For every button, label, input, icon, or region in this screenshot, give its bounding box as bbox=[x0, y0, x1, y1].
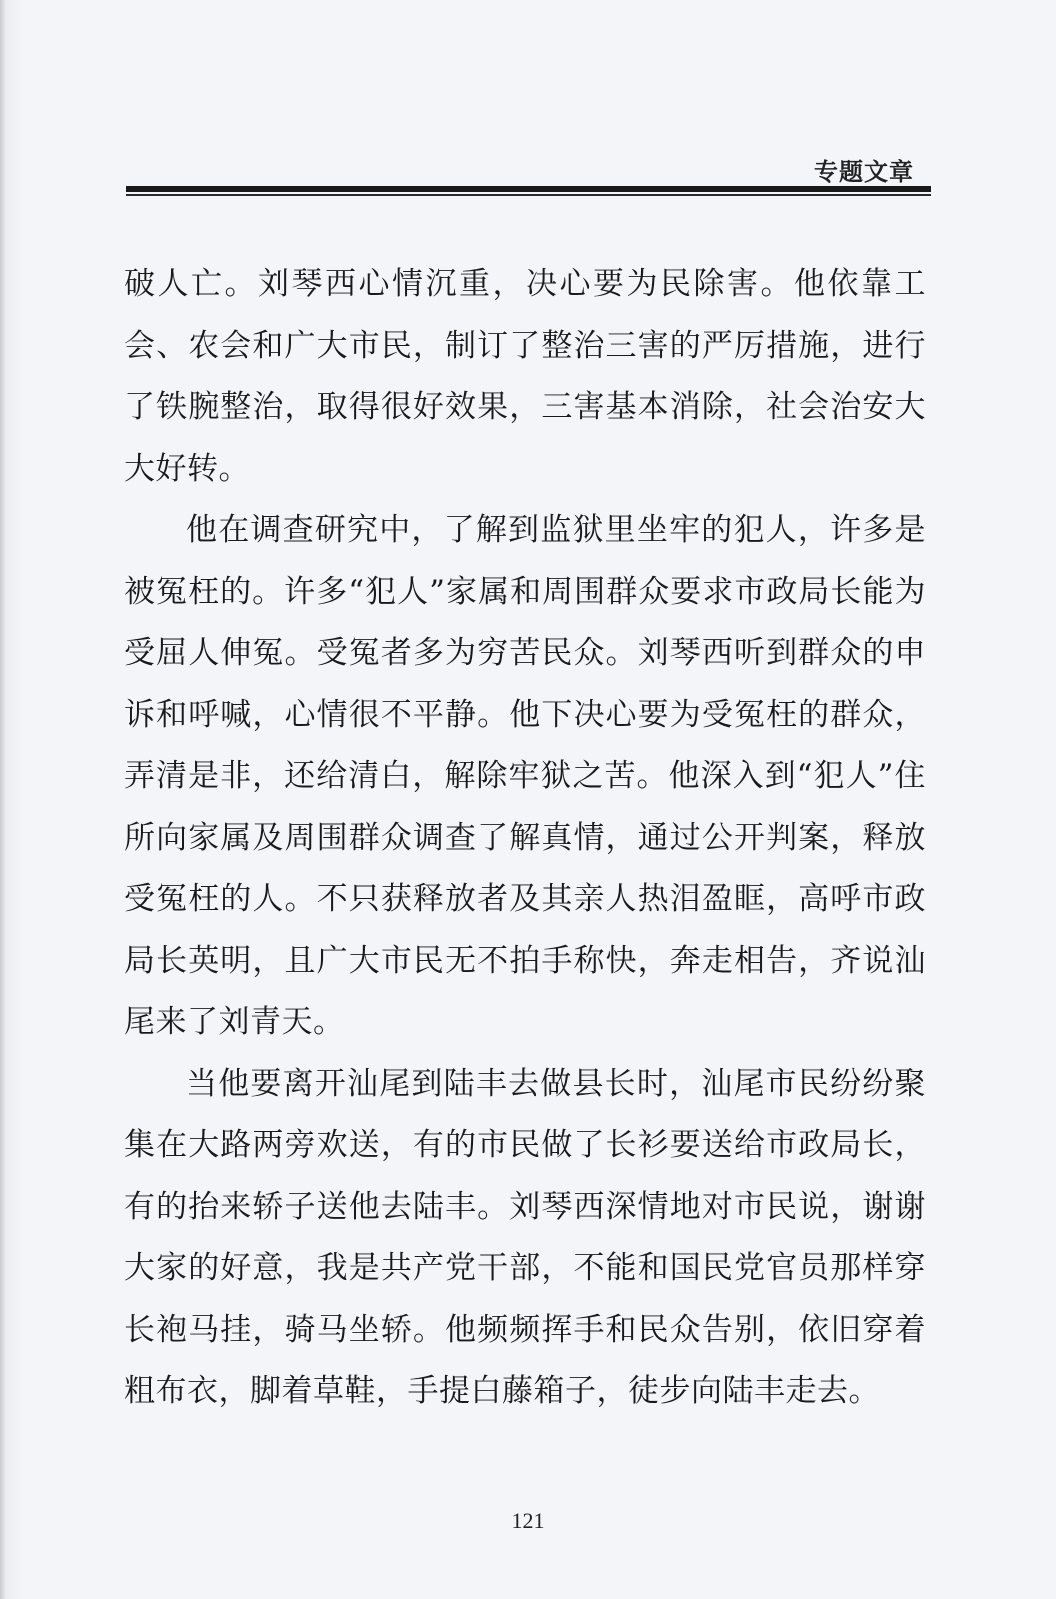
header-rule bbox=[126, 186, 931, 196]
paragraph: 他在调查研究中，了解到监狱里坐牢的犯人，许多是被冤枉的。许多“犯人”家属和周围群众要求市政局长能为受屈人伸冤。受冤者多为穷苦民众。刘琴西听到群众的申诉和呼喊，心情很不平静。他下决心要为受冤枉的群众，弄清是非，还给清白，解除牢狱之苦。他深入到“犯人”住所向家属及周围群众调查了解真情，通过公开判案，释放受冤枉的人。不只获释放者及其亲人热泪盈眶，高呼市政局长英明，且广大市民无不拍手称快，奔走相告，齐说汕尾来了刘青天。 bbox=[124, 512, 926, 1040]
header-rule-thin bbox=[126, 194, 931, 196]
page-number: 121 bbox=[511, 1508, 545, 1533]
section-title: 专题文章 bbox=[814, 158, 914, 186]
paragraph: 破人亡。刘琴西心情沉重，决心要为民除害。他依靠工会、农会和广大市民，制订了整治三害的严厉措施，进行了铁腕整治，取得很好效果，三害基本消除，社会治安大大好转。 bbox=[124, 266, 926, 487]
paragraph: 当他要离开汕尾到陆丰去做县长时，汕尾市民纷纷聚集在大路两旁欢送，有的市民做了长衫要送给市政局长，有的抬来轿子送他去陆丰。刘琴西深情地对市民说，谢谢大家的好意，我是共产党干部，不能和国民党官员那样穿长袍马挂，骑马坐轿。他频频挥手和民众告别，依旧穿着粗布衣，脚着草鞋，手提白藤箱子，徒步向陆丰走去。 bbox=[124, 1065, 926, 1409]
article-body bbox=[124, 254, 926, 1423]
spine-shadow bbox=[0, 0, 6, 1599]
